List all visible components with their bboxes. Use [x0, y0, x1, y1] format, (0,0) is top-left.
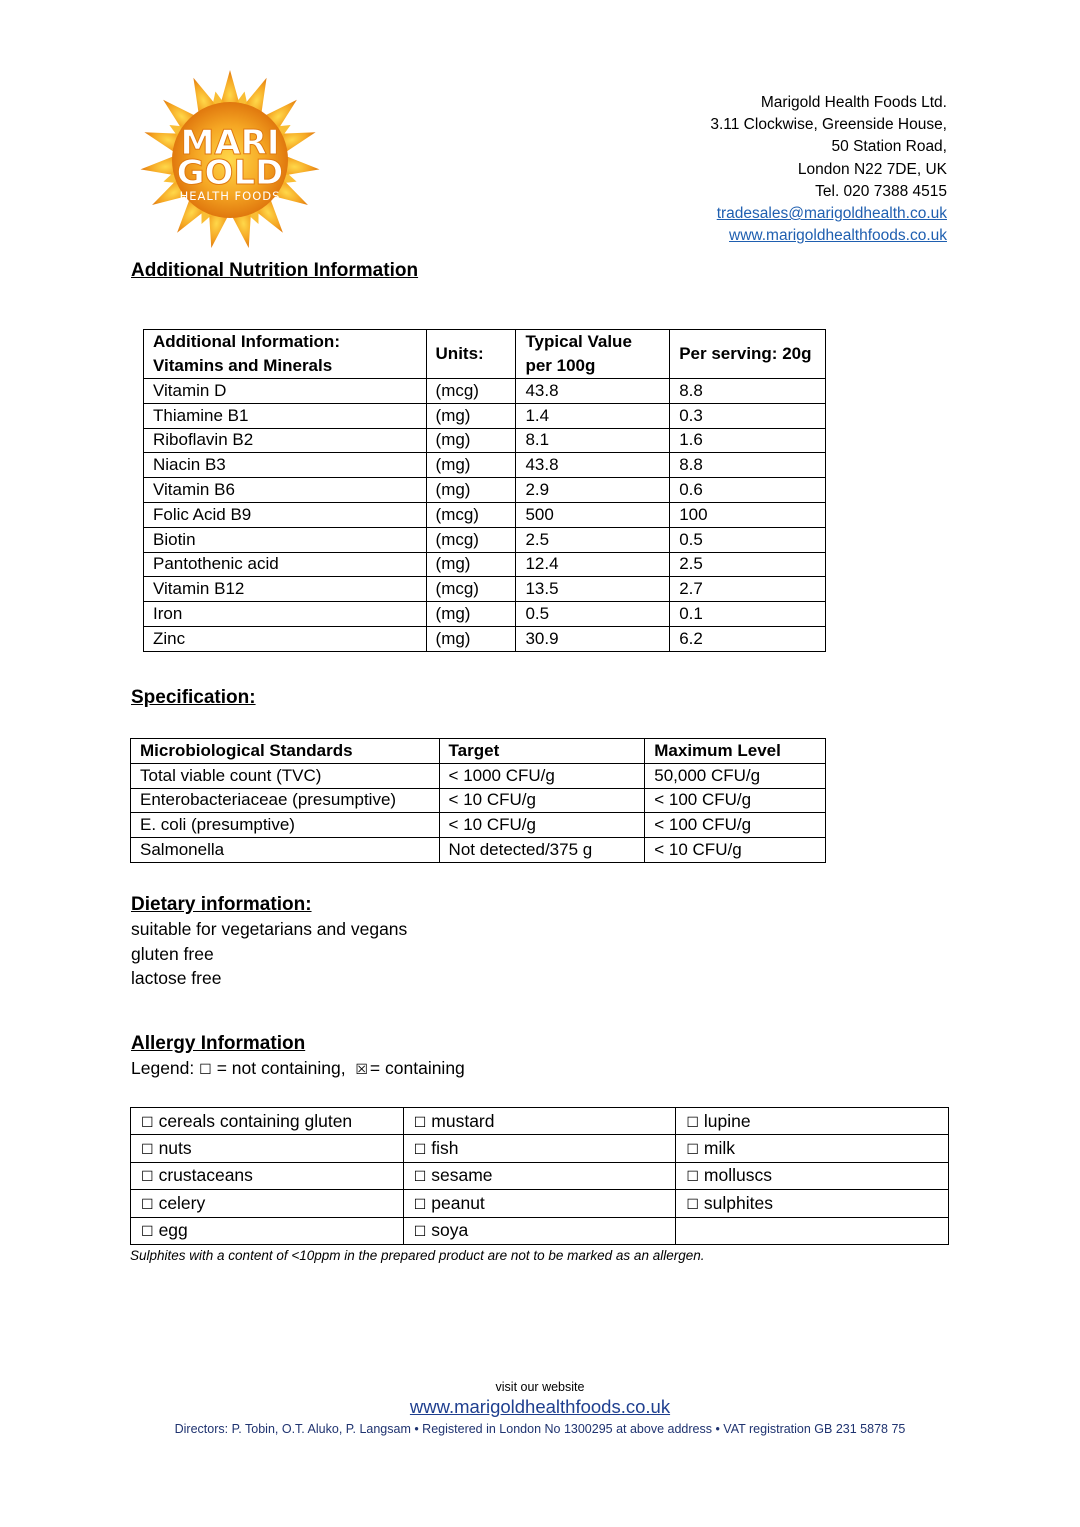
nutrient-per-serving: 0.5 — [670, 527, 826, 552]
nutrient-name: Biotin — [144, 527, 427, 552]
spec-target: < 1000 CFU/g — [439, 763, 645, 788]
allergen-label: egg — [158, 1220, 188, 1241]
empty-box-icon: ☐ — [141, 1169, 154, 1186]
nutrition-row — [144, 502, 826, 527]
nutrient-per-100g: 8.1 — [516, 428, 670, 453]
nutrient-per-100g: 13.5 — [516, 577, 670, 602]
nutrient-per-serving: 6.2 — [670, 626, 826, 651]
nutrient-per-100g: 500 — [516, 502, 670, 527]
nutrient-per-serving: 2.7 — [670, 577, 826, 602]
empty-box-icon: ☐ — [413, 1114, 427, 1131]
allergen-cell — [131, 1135, 404, 1162]
logo-text-mari: MARI — [180, 123, 280, 163]
allergy-row — [131, 1217, 949, 1244]
allergen-label: molluscs — [703, 1165, 772, 1186]
allergen-label: peanut — [431, 1192, 485, 1213]
empty-box-icon: ☐ — [686, 1196, 699, 1213]
nutrient-unit: (mg) — [426, 428, 516, 453]
spec-max-level: < 100 CFU/g — [645, 788, 826, 813]
nutrient-per-serving: 100 — [670, 502, 826, 527]
allergen-cell — [131, 1217, 404, 1244]
nutrition-row — [144, 626, 826, 651]
allergen-cell — [131, 1162, 404, 1189]
allergen-label: fish — [431, 1138, 459, 1159]
allergy-table — [130, 1107, 949, 1245]
company-address — [710, 92, 947, 247]
allergy-legend: Legend: ☐ = not containing, ☒ = containing — [131, 1058, 465, 1078]
nutrient-per-serving: 2.5 — [670, 552, 826, 577]
nutrient-per-serving: 0.1 — [670, 602, 826, 627]
nutrient-unit: (mg) — [426, 478, 516, 503]
nutrient-unit: (mg) — [426, 403, 516, 428]
allergen-cell — [403, 1217, 676, 1244]
footer-directors: Directors: P. Tobin, O.T. Aluko, P. Langsam • Registered in London No 1300295 at above address • VAT registration GB 231 5878 75 — [174, 1422, 906, 1436]
spec-target: Not detected/375 g — [439, 838, 645, 863]
nutrition-row — [144, 403, 826, 428]
spec-target: < 10 CFU/g — [439, 788, 645, 813]
footer-visit-text: visit our website — [495, 1380, 585, 1394]
allergen-label: nuts — [158, 1138, 192, 1159]
nutrient-name: Pantothenic acid — [144, 552, 427, 577]
allergy-row — [131, 1190, 949, 1217]
specification-table — [130, 738, 826, 863]
empty-box-icon: ☐ — [141, 1224, 154, 1241]
allergy-row — [131, 1135, 949, 1162]
allergy-section — [131, 1033, 465, 1079]
empty-box-icon: ☐ — [141, 1142, 154, 1159]
allergen-cell — [403, 1135, 676, 1162]
nutrient-name: Vitamin D — [144, 379, 427, 404]
spec-max-level: 50,000 CFU/g — [645, 763, 826, 788]
nutrient-name: Thiamine B1 — [144, 403, 427, 428]
nutrition-row — [144, 428, 826, 453]
nutrient-per-100g: 2.9 — [516, 478, 670, 503]
nutrient-per-100g: 0.5 — [516, 602, 670, 627]
allergy-rows — [131, 1108, 949, 1245]
spec-row — [131, 788, 826, 813]
spec-row — [131, 763, 826, 788]
header-additional-info: Additional Information: Vitamins and Minerals — [144, 330, 427, 379]
nutrition-heading: Additional Nutrition Information — [131, 260, 419, 281]
empty-box-icon: ☐ — [199, 1062, 212, 1078]
nutrient-name: Vitamin B12 — [144, 577, 427, 602]
allergen-label: lupine — [703, 1110, 751, 1131]
spec-target: < 10 CFU/g — [439, 813, 645, 838]
email-link[interactable]: tradesales@marigoldhealth.co.uk — [716, 205, 947, 223]
nutrient-per-100g: 2.5 — [516, 527, 670, 552]
dietary-section — [131, 894, 407, 991]
allergen-cell — [131, 1190, 404, 1217]
nutrient-unit: (mg) — [426, 626, 516, 651]
allergen-cell — [676, 1217, 949, 1244]
allergy-heading: Allergy Information — [131, 1033, 306, 1054]
nutrient-per-100g: 12.4 — [516, 552, 670, 577]
empty-box-icon: ☐ — [141, 1114, 154, 1131]
header-typical-value: Typical Value per 100g — [516, 330, 670, 379]
spec-standard: E. coli (presumptive) — [131, 813, 440, 838]
nutrient-per-serving: 0.3 — [670, 403, 826, 428]
nutrient-unit: (mg) — [426, 552, 516, 577]
nutrient-unit: (mcg) — [426, 527, 516, 552]
allergen-cell — [676, 1108, 949, 1135]
header-maximum-level: Maximum Level — [645, 739, 826, 764]
allergy-row — [131, 1108, 949, 1135]
nutrition-rows — [144, 379, 826, 652]
nutrient-per-100g: 43.8 — [516, 453, 670, 478]
page-footer — [0, 1380, 1080, 1436]
spec-header-row — [131, 739, 826, 764]
address-line-1: 3.11 Clockwise, Greenside House, — [710, 116, 947, 134]
empty-box-icon: ☐ — [686, 1114, 699, 1131]
nutrient-per-100g: 43.8 — [516, 379, 670, 404]
company-logo — [130, 68, 330, 253]
nutrient-name: Riboflavin B2 — [144, 428, 427, 453]
allergen-label: crustaceans — [158, 1165, 253, 1186]
allergen-cell — [403, 1162, 676, 1189]
header-micro-standards: Microbiological Standards — [131, 739, 440, 764]
nutrition-row — [144, 577, 826, 602]
spec-max-level: < 100 CFU/g — [645, 813, 826, 838]
nutrient-per-100g: 30.9 — [516, 626, 670, 651]
spec-standard: Salmonella — [131, 838, 440, 863]
dietary-line: gluten free — [131, 943, 214, 964]
spec-rows — [131, 763, 826, 862]
allergen-cell — [403, 1190, 676, 1217]
nutrition-row — [144, 379, 826, 404]
footer-website-link[interactable]: www.marigoldhealthfoods.co.uk — [409, 1396, 671, 1417]
nutrient-unit: (mcg) — [426, 379, 516, 404]
allergen-cell — [131, 1108, 404, 1135]
nutrient-per-serving: 0.6 — [670, 478, 826, 503]
telephone: Tel. 020 7388 4515 — [815, 182, 947, 200]
nutrition-row — [144, 527, 826, 552]
allergen-cell — [676, 1162, 949, 1189]
specification-heading: Specification: — [131, 687, 256, 708]
header-target: Target — [439, 739, 645, 764]
header-units: Units: — [426, 330, 516, 379]
empty-box-icon: ☐ — [413, 1196, 427, 1213]
nutrition-row — [144, 552, 826, 577]
nutrient-per-serving: 1.6 — [670, 428, 826, 453]
checked-box-icon: ☒ — [355, 1062, 368, 1078]
spec-row — [131, 813, 826, 838]
nutrient-per-serving: 8.8 — [670, 453, 826, 478]
header-per-serving: Per serving: 20g — [670, 330, 826, 379]
allergen-cell — [676, 1135, 949, 1162]
empty-box-icon: ☐ — [413, 1142, 427, 1159]
nutrient-unit: (mcg) — [426, 502, 516, 527]
nutrition-row — [144, 453, 826, 478]
nutrient-per-100g: 1.4 — [516, 403, 670, 428]
address-line-3: London N22 7DE, UK — [797, 160, 947, 178]
logo-text-gold: GOLD — [176, 153, 284, 193]
empty-box-icon: ☐ — [141, 1196, 154, 1213]
allergen-cell — [676, 1190, 949, 1217]
allergen-label: mustard — [431, 1110, 495, 1131]
address-line-2: 50 Station Road, — [831, 138, 947, 156]
allergen-label: milk — [703, 1138, 736, 1159]
nutrient-name: Zinc — [144, 626, 427, 651]
nutrient-per-serving: 8.8 — [670, 379, 826, 404]
nutrient-unit: (mcg) — [426, 577, 516, 602]
empty-box-icon: ☐ — [686, 1169, 699, 1186]
dietary-heading: Dietary information: — [131, 894, 312, 915]
nutrition-header-row — [144, 330, 826, 379]
nutrient-name: Folic Acid B9 — [144, 502, 427, 527]
empty-box-icon: ☐ — [413, 1169, 427, 1186]
sulphites-footnote: Sulphites with a content of <10ppm in the prepared product are not to be marked as an allergen. — [130, 1248, 705, 1263]
empty-box-icon: ☐ — [686, 1142, 699, 1159]
logo-text-health-foods: HEALTH FOODS — [179, 189, 281, 203]
allergen-label: celery — [158, 1192, 206, 1213]
nutrient-name: Niacin B3 — [144, 453, 427, 478]
nutrient-unit: (mg) — [426, 602, 516, 627]
spec-standard: Enterobacteriaceae (presumptive) — [131, 788, 440, 813]
company-name: Marigold Health Foods Ltd. — [760, 94, 947, 111]
nutrient-name: Vitamin B6 — [144, 478, 427, 503]
allergen-label: soya — [431, 1220, 469, 1241]
spec-row — [131, 838, 826, 863]
nutrition-row — [144, 602, 826, 627]
website-link[interactable]: www.marigoldhealthfoods.co.uk — [729, 227, 947, 245]
allergy-row — [131, 1162, 949, 1189]
spec-standard: Total viable count (TVC) — [131, 763, 440, 788]
empty-box-icon: ☐ — [413, 1224, 427, 1241]
nutrient-unit: (mg) — [426, 453, 516, 478]
dietary-line: suitable for vegetarians and vegans — [131, 919, 408, 939]
allergen-label: sulphites — [703, 1192, 773, 1213]
dietary-line: lactose free — [131, 968, 222, 988]
allergen-cell — [403, 1108, 676, 1135]
allergen-label: cereals containing gluten — [158, 1110, 353, 1131]
nutrition-row — [144, 478, 826, 503]
allergen-label: sesame — [431, 1165, 493, 1186]
nutrient-name: Iron — [144, 602, 427, 627]
spec-max-level: < 10 CFU/g — [645, 838, 826, 863]
nutrition-table — [143, 329, 826, 652]
